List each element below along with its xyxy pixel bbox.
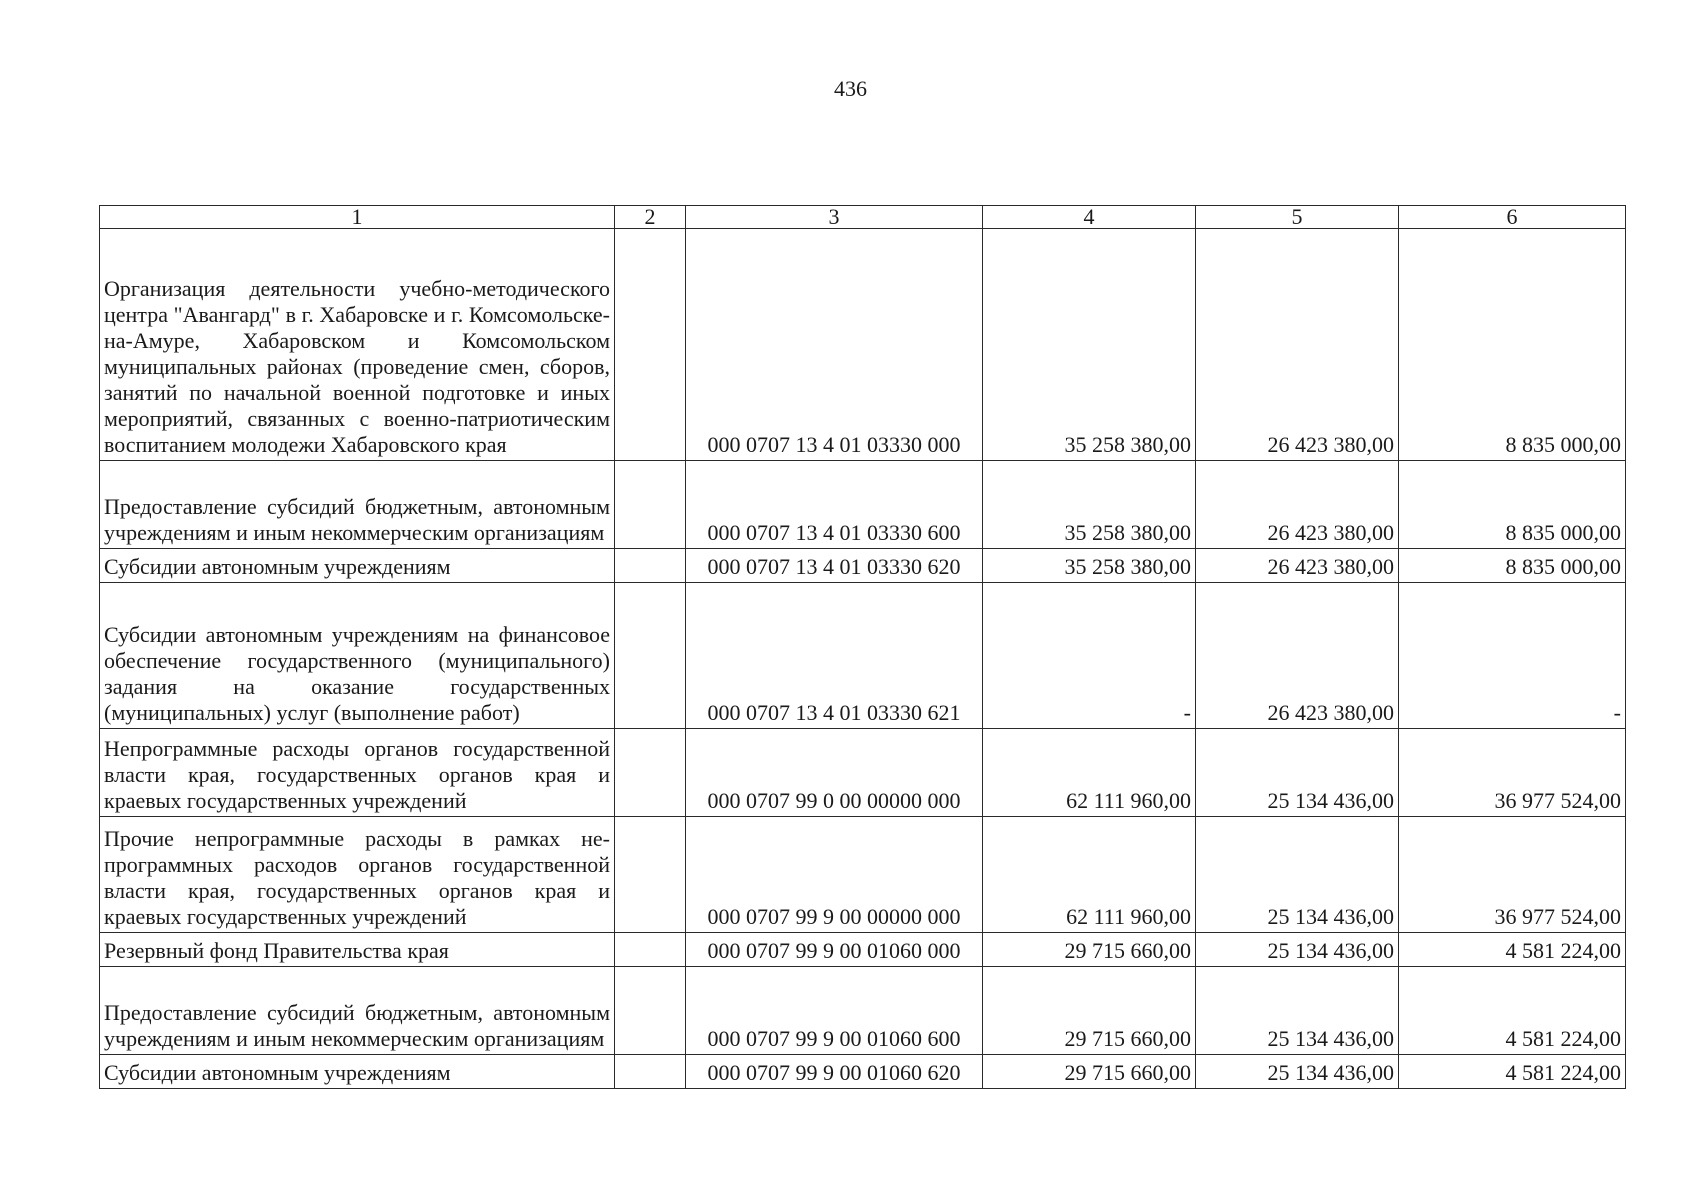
row-amount-6: 8 835 000,00 [1399,549,1626,583]
row-code: 000 0707 99 9 00 00000 000 [686,817,983,933]
row-col2 [615,583,686,729]
row-col2 [615,549,686,583]
table-row [100,933,1626,967]
row-code: 000 0707 99 9 00 01060 600 [686,967,983,1055]
header-col-4: 4 [983,206,1196,229]
header-col-6: 6 [1399,206,1626,229]
row-col2 [615,933,686,967]
row-code: 000 0707 99 9 00 01060 620 [686,1055,983,1089]
row-amount-4: 35 258 380,00 [983,549,1196,583]
header-col-5: 5 [1196,206,1399,229]
row-code: 000 0707 99 9 00 01060 000 [686,933,983,967]
row-amount-4: 62 111 960,00 [983,729,1196,817]
budget-table [99,205,1626,1089]
row-amount-6: 36 977 524,00 [1399,817,1626,933]
row-amount-4: 29 715 660,00 [983,967,1196,1055]
row-amount-4: 35 258 380,00 [983,229,1196,461]
row-amount-5: 25 134 436,00 [1196,1055,1399,1089]
row-amount-4: - [983,583,1196,729]
row-code: 000 0707 13 4 01 03330 600 [686,461,983,549]
row-name: Прочие непрограммные расходы в рамках непрограммных расходов органов государственной власти края, государственных органов края и краевых государственных учреждений [100,817,615,933]
row-amount-5: 25 134 436,00 [1196,933,1399,967]
row-amount-4: 29 715 660,00 [983,933,1196,967]
row-amount-5: 26 423 380,00 [1196,461,1399,549]
row-col2 [615,461,686,549]
row-amount-6: 8 835 000,00 [1399,461,1626,549]
row-amount-5: 26 423 380,00 [1196,229,1399,461]
table-row [100,729,1626,817]
row-amount-6: 4 581 224,00 [1399,933,1626,967]
row-amount-6: 4 581 224,00 [1399,1055,1626,1089]
row-amount-5: 25 134 436,00 [1196,817,1399,933]
row-name: Субсидии автономным учреждениям на финансовое обеспечение государственного (муниципального) задания на оказание государственных (муниципальных) услуг (выполнение работ) [100,583,615,729]
row-amount-6: - [1399,583,1626,729]
row-amount-5: 26 423 380,00 [1196,549,1399,583]
row-code: 000 0707 13 4 01 03330 000 [686,229,983,461]
row-amount-6: 8 835 000,00 [1399,229,1626,461]
row-name: Субсидии автономным учреждениям [100,1055,615,1089]
header-col-3: 3 [686,206,983,229]
table-row [100,583,1626,729]
row-name: Предоставление субсидий бюджетным, автономным учреждениям и иным некоммерческим организациям [100,461,615,549]
row-amount-4: 35 258 380,00 [983,461,1196,549]
header-row [100,206,1626,229]
table-row [100,1055,1626,1089]
row-code: 000 0707 13 4 01 03330 621 [686,583,983,729]
row-col2 [615,229,686,461]
row-amount-5: 25 134 436,00 [1196,729,1399,817]
row-name: Предоставление субсидий бюджетным, автономным учреждениям и иным некоммерческим организациям [100,967,615,1055]
row-name: Непрограммные расходы органов государственной власти края, государственных органов края и краевых государственных учреждений [100,729,615,817]
row-name: Резервный фонд Правительства края [100,933,615,967]
row-code: 000 0707 13 4 01 03330 620 [686,549,983,583]
header-col-1: 1 [100,206,615,229]
row-amount-4: 62 111 960,00 [983,817,1196,933]
row-col2 [615,967,686,1055]
row-amount-5: 26 423 380,00 [1196,583,1399,729]
table-row [100,229,1626,461]
row-name: Субсидии автономным учреждениям [100,549,615,583]
table-row [100,817,1626,933]
row-amount-5: 25 134 436,00 [1196,967,1399,1055]
row-name: Организация деятельности учебно-методического центра "Авангард" в г. Хабаровске и г. Комсомольске-на-Амуре, Хабаровском и Комсомольском муниципальных районах (проведение смен, сборов, занятий по начальной военной подготовке и иных мероприятий, связанных с военно-патриотическим воспитанием молодежи Хабаровского края [100,229,615,461]
row-amount-4: 29 715 660,00 [983,1055,1196,1089]
table-row [100,461,1626,549]
row-amount-6: 4 581 224,00 [1399,967,1626,1055]
table-row [100,549,1626,583]
row-col2 [615,817,686,933]
row-amount-6: 36 977 524,00 [1399,729,1626,817]
table-row [100,967,1626,1055]
row-col2 [615,729,686,817]
page-number: 436 [834,76,867,101]
header-col-2: 2 [615,206,686,229]
row-code: 000 0707 99 0 00 00000 000 [686,729,983,817]
row-col2 [615,1055,686,1089]
